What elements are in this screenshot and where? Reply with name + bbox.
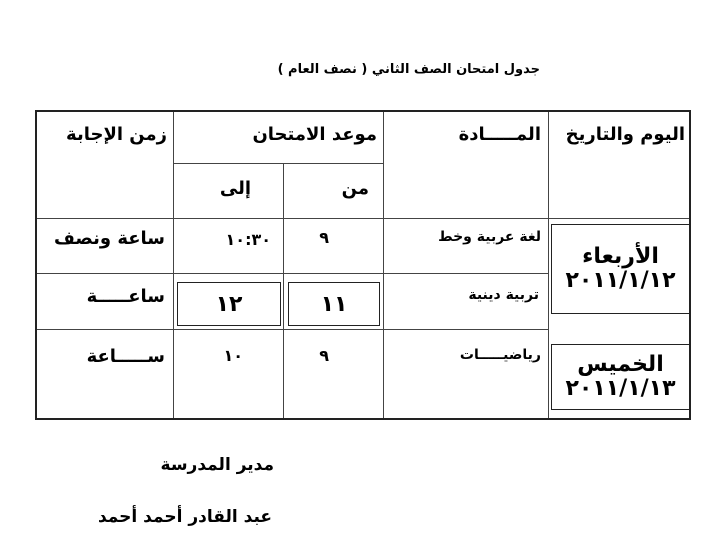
row2-duration: ساعـــــة bbox=[86, 286, 165, 307]
header-duration: زمن الإجابة bbox=[66, 124, 167, 145]
header-subject: المـــــادة bbox=[458, 124, 541, 145]
col-divider bbox=[383, 112, 384, 418]
row3-duration: ســـــاعة bbox=[86, 346, 165, 367]
row1-duration: ساعة ونصف bbox=[53, 228, 165, 249]
col-divider bbox=[283, 163, 284, 218]
day-date: ٢٠١١/١/١٢ bbox=[565, 268, 676, 293]
principal-name: عبد القادر أحمد أحمد bbox=[97, 507, 272, 527]
row-divider bbox=[37, 218, 689, 219]
row2-from: ١١ bbox=[288, 282, 380, 326]
header-to: إلى bbox=[219, 178, 251, 199]
row1-from: ٩ bbox=[319, 228, 329, 247]
col-divider bbox=[548, 112, 549, 418]
row3-to: ١٠ bbox=[223, 346, 243, 365]
day-box-thursday bbox=[551, 344, 690, 410]
row2-subject: تربية دينية bbox=[468, 287, 539, 303]
col-divider bbox=[283, 329, 284, 418]
col-divider bbox=[283, 273, 284, 329]
header-exam-time: موعد الامتحان bbox=[252, 124, 377, 145]
row1-subject: لغة عربية وخط bbox=[438, 229, 541, 245]
principal-title: مدير المدرسة bbox=[160, 455, 274, 475]
row3-subject: رياضيـــــات bbox=[459, 347, 541, 363]
day-box-wednesday bbox=[551, 224, 690, 314]
page-title: جدول امتحان الصف الثاني ( نصف العام ) bbox=[277, 62, 540, 77]
row2-to: ١٢ bbox=[177, 282, 281, 326]
header-from: من bbox=[341, 178, 369, 199]
day-name: الخميس bbox=[577, 351, 664, 377]
row1-to: ١٠:٣٠ bbox=[225, 230, 271, 249]
exam-schedule-table bbox=[35, 110, 691, 420]
day-date: ٢٠١١/١/١٣ bbox=[565, 376, 676, 401]
row-divider bbox=[37, 273, 548, 274]
day-name: الأربعاء bbox=[582, 243, 659, 269]
row-divider bbox=[37, 329, 548, 330]
col-divider bbox=[283, 218, 284, 273]
row3-from: ٩ bbox=[319, 346, 329, 365]
row-divider bbox=[173, 163, 383, 164]
col-divider bbox=[173, 112, 174, 418]
header-day-date: اليوم والتاريخ bbox=[565, 124, 685, 145]
